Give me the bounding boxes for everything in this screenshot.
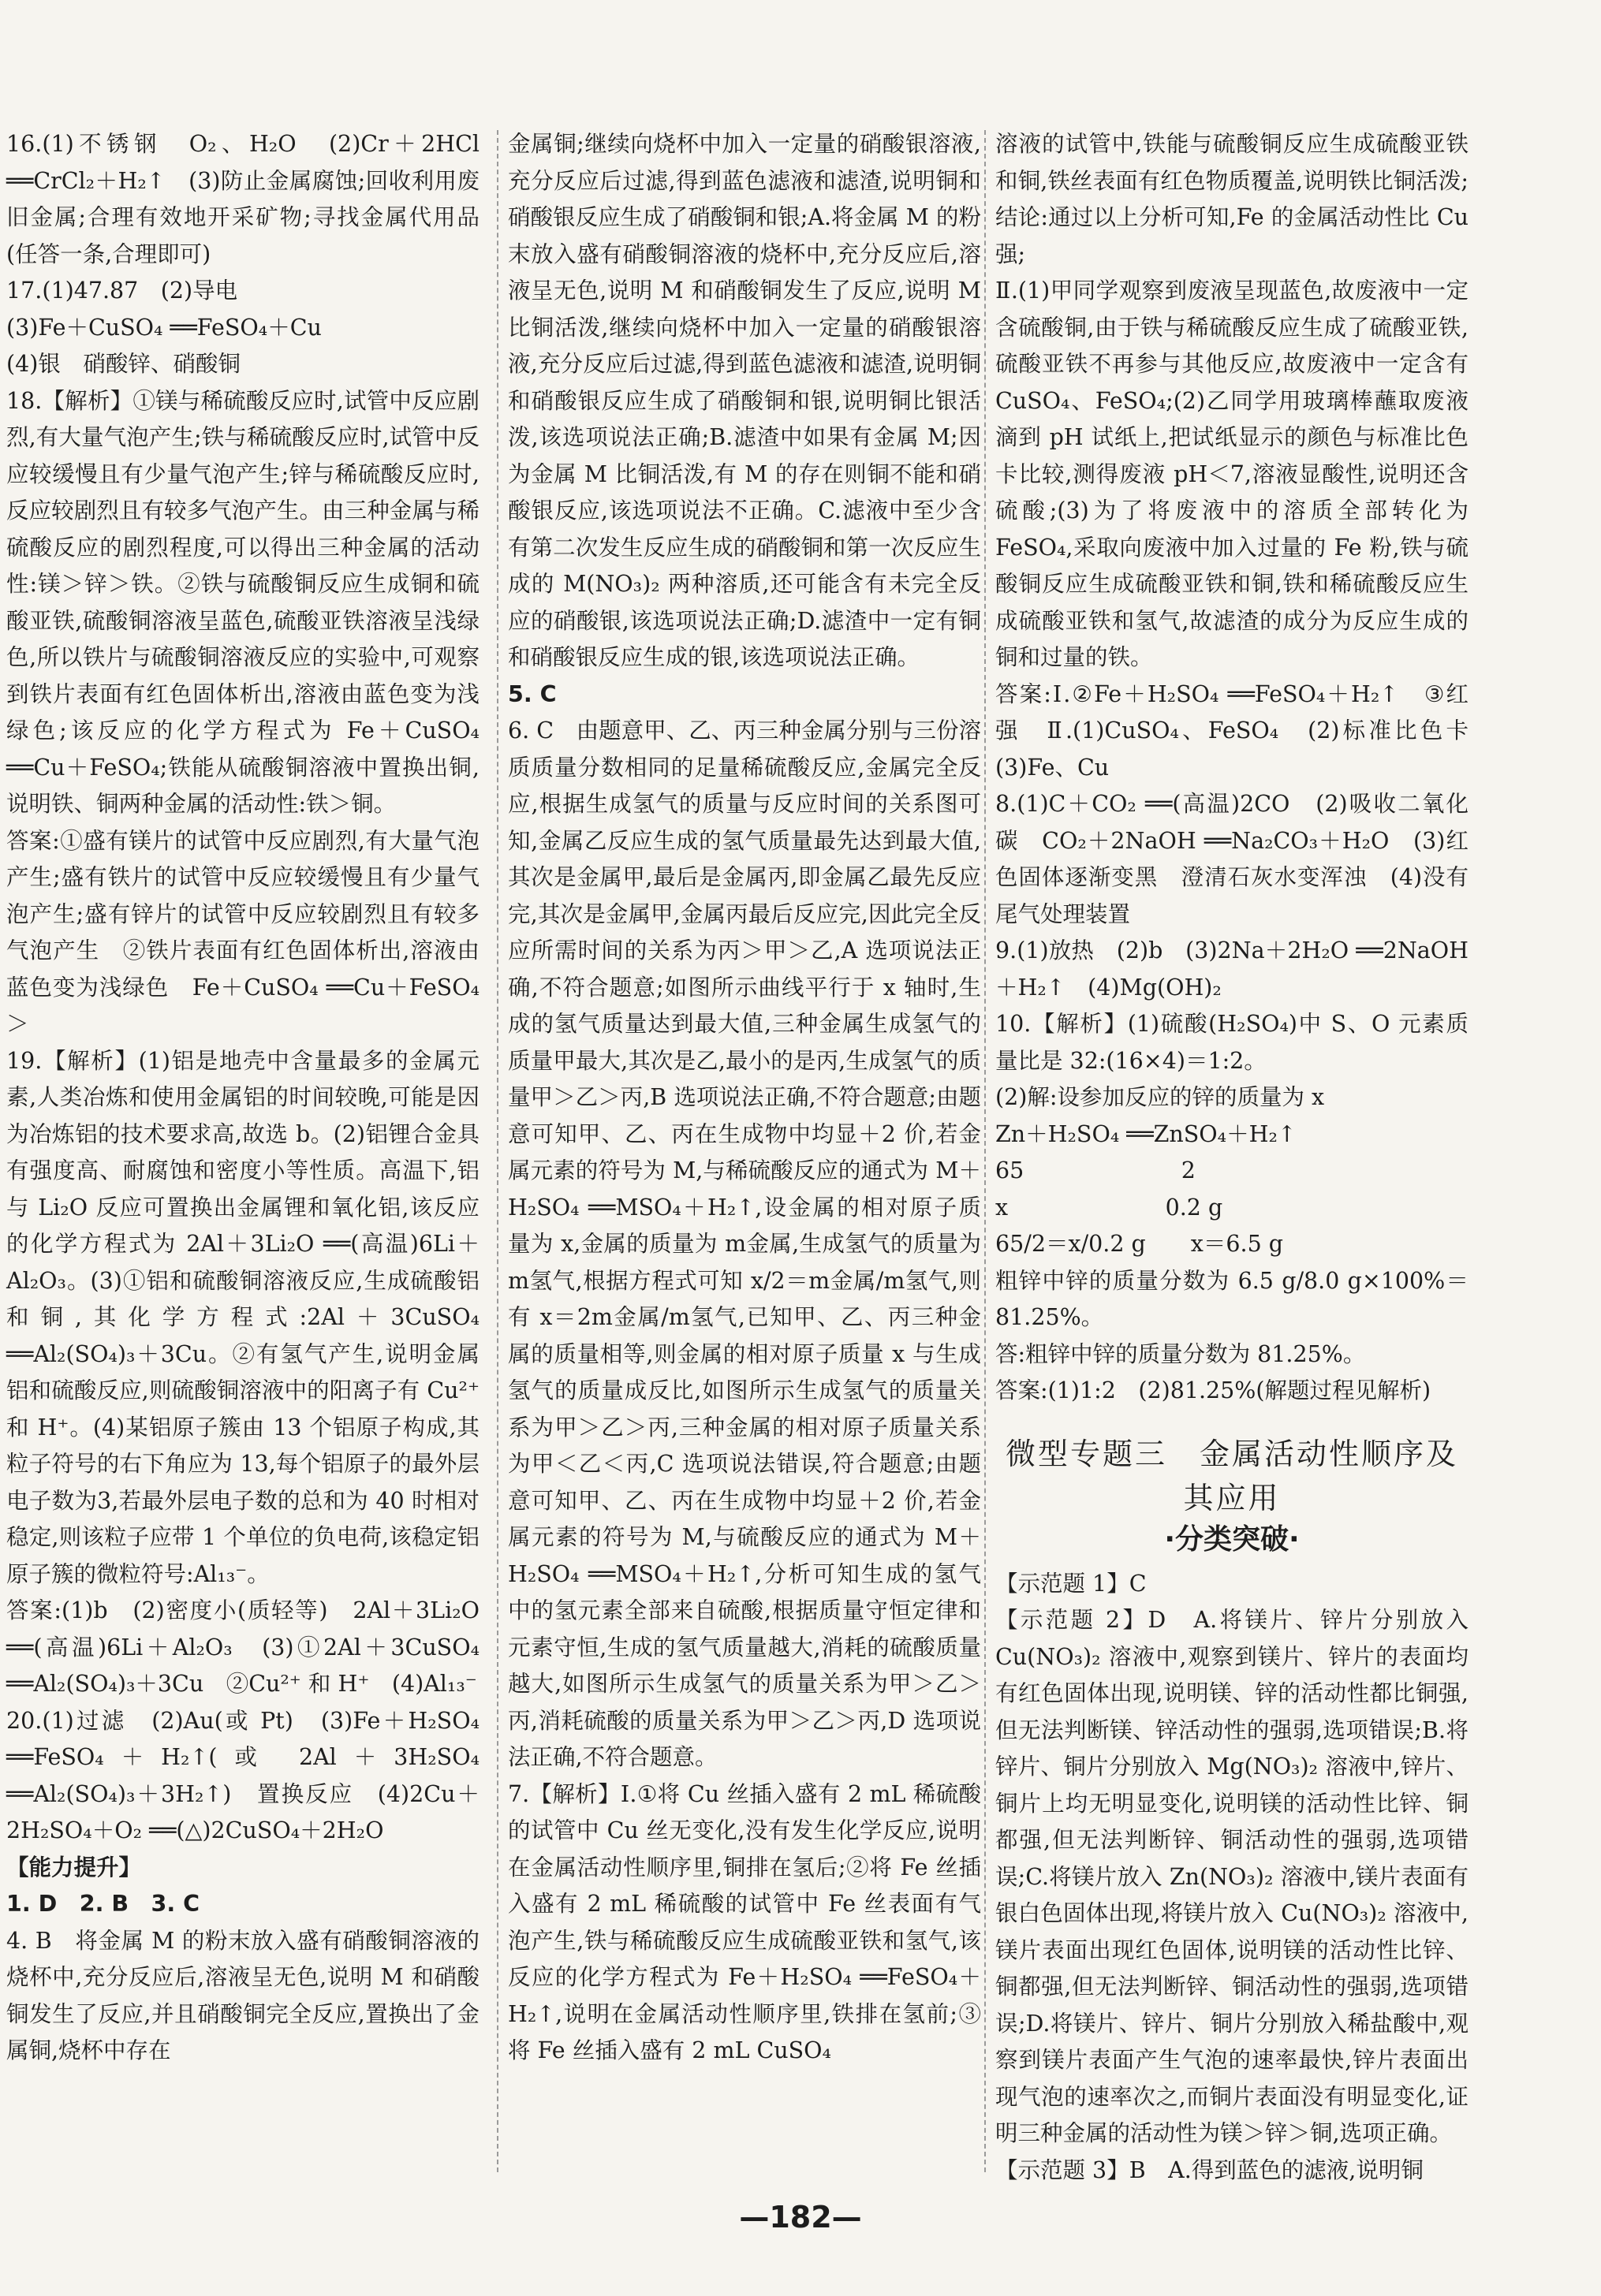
column-divider-2: [984, 130, 986, 2172]
answer-1-3: 1. D 2. B 3. C: [6, 1891, 200, 1917]
answer-10-equation: Zn＋H₂SO₄ ══ZnSO₄＋H₂↑: [995, 1120, 1297, 1147]
answer-7-cont: 溶液的试管中,铁能与硫酸铜反应生成硫酸亚铁和铜,铁丝表面有红色物质覆盖,说明铁比铜活泼;结论:通过以上分析可知,Fe 的金属活动性比 Cu 强;: [995, 131, 1469, 267]
answer-4-cont: 金属铜;继续向烧杯中加入一定量的硝酸银溶液,充分反应后过滤,得到蓝色滤液和滤渣,说明铜和硝酸银反应生成了硝酸铜和银;A.将金属 M 的粉末放入盛有硝酸铜溶液的烧杯中,充分反应后,溶液呈无色,说明 M 和硝酸铜发生了反应,说明 M 比铜活泼,继续向烧杯中加入一定量的硝酸银溶液,充分反应后过滤,得到蓝色滤液和滤渣,说明铜和硝酸银反应生成了硝酸铜和银,说明铜比银活泼,该选项说法正确;B.滤渣中如果有金属 M;因为金属 M 比铜活泼,有 M 的存在则铜不能和硝酸银反应,该选项说法不正确。C.滤液中至少含有第二次发生反应生成的硝酸铜和第一次反应生成的 M(NO₃)₂ 两种溶质,还可能含有未完全反应的硝酸银,该选项说法正确;D.滤渣中一定有铜和硝酸银反应生成的银,该选项说法正确。: [508, 131, 981, 670]
answer-10-step1: (2)解:设参加反应的锌的质量为 x: [995, 1084, 1325, 1110]
example-2: 【示范题 2】D A.将镁片、锌片分别放入 Cu(NO₃)₂ 溶液中,观察到镁片、锌片的表面均有红色固体出现,说明镁、锌的活动性都比铜强,但无法判断镁、锌活动性的强弱,选项错误;B.将锌片、铜片分别放入 Mg(NO₃)₂ 溶液中,锌片、铜片上均无明显变化,说明镁的活动性比锌、铜都强,但无法判断锌、铜活动性的强弱,选项错误;C.将镁片放入 Zn(NO₃)₂ 溶液中,镁片表面有银白色固体出现,将镁片放入 Cu(NO₃)₂ 溶液中,镁片表面出现红色固体,说明镁的活动性比锌、铜都强,但无法判断锌、铜活动性的强弱,选项错误;D.将镁片、锌片、铜片分别放入稀盐酸中,观察到镁片表面产生气泡的速率最快,锌片表面出现气泡的速率次之,而铜片表面没有明显变化,证明三种金属的活动性为镁＞锌＞铜,选项正确。: [995, 1607, 1469, 2146]
answer-9: 9.(1)放热 (2)b (3)2Na＋2H₂O ══2NaOH＋H₂↑ (4)Mg(OH)₂: [995, 937, 1469, 1001]
answer-19-key: 答案:(1)b (2)密度小(质轻等) 2Al＋3Li₂O ══(高温)6Li＋Al₂O₃ (3)①2Al＋3CuSO₄ ══Al₂(SO₄)₃＋3Cu ②Cu²⁺ 和 H⁺ (4)Al₁₃⁻: [6, 1597, 480, 1697]
answer-10-analysis: 10.【解析】(1)硫酸(H₂SO₄)中 S、O 元素质量比是 32:(16×4)＝1:2。: [995, 1011, 1469, 1074]
answer-10-proportion: 65/2＝x/0.2 g x＝6.5 g: [995, 1231, 1284, 1257]
answer-17-b: (3)Fe＋CuSO₄ ══FeSO₄＋Cu: [6, 314, 322, 341]
answer-8: 8.(1)C＋CO₂ ══(高温)2CO (2)吸收二氧化碳 CO₂＋2NaOH ══Na₂CO₃＋H₂O (3)红色固体逐渐变黑 澄清石灰水变浑浊 (4)没有尾气处理装置: [995, 791, 1469, 927]
answer-10-key: 答案:(1)1:2 (2)81.25%(解题过程见解析): [995, 1377, 1431, 1403]
column-1: [6, 126, 502, 2070]
answer-7-analysis: 7.【解析】Ⅰ.①将 Cu 丝插入盛有 2 mL 稀硫酸的试管中 Cu 丝无变化,没有发生化学反应,说明在金属活动性顺序里,铜排在氢后;②将 Fe 丝插入盛有 2 mL 稀硫酸的试管中 Fe 丝表面有气泡产生,铁与稀硫酸反应生成硫酸亚铁和氢气,该反应的化学方程式为 Fe＋H₂SO₄ ══FeSO₄＋H₂↑,说明在金属活动性顺序里,铁排在氢前;③将 Fe 丝插入盛有 2 mL CuSO₄: [508, 1780, 981, 2063]
answer-5: 5. C: [508, 680, 557, 707]
column-3: [995, 126, 1491, 2189]
column-divider-1: [497, 130, 498, 2172]
answer-17-a: 17.(1)47.87 (2)导电: [6, 278, 238, 304]
page-number: —182—: [739, 2200, 862, 2234]
answer-10-ratio-top: 65 2: [995, 1157, 1196, 1183]
answer-19-analysis: 19.【解析】(1)铝是地壳中含量最多的金属元素,人类冶炼和使用金属铝的时间较晚,可能是因为冶炼铝的技术要求高,故选 b。(2)铝锂合金具有强度高、耐腐蚀和密度小等性质。高温下,铝与 Li₂O 反应可置换出金属锂和氧化铝,该反应的化学方程式为 2Al＋3Li₂O ══(高温)6Li＋Al₂O₃。(3)①铝和硫酸铜溶液反应,生成硫酸铝和铜,其化学方程式:2Al＋3CuSO₄ ══Al₂(SO₄)₃＋3Cu。②有氢气产生,说明金属铝和硫酸反应,则硫酸铜溶液中的阳离子有 Cu²⁺ 和 H⁺。(4)某铝原子簇由 13 个铝原子构成,其粒子符号的右下角应为 13,每个铝原子的最外层电子数为3,若最外层电子数的总和为 40 时相对稳定,则该粒子应带 1 个单位的负电荷,该稳定铝原子簇的微粒符号:Al₁₃⁻。: [6, 1047, 480, 1587]
answer-20: 20.(1)过滤 (2)Au(或 Pt) (3)Fe＋H₂SO₄ ══FeSO₄＋H₂↑(或 2Al＋3H₂SO₄ ══Al₂(SO₄)₃＋3H₂↑) 置换反应 (4)2Cu＋2H₂SO₄＋O₂ ══(△)2CuSO₄＋2H₂O: [6, 1707, 480, 1843]
answer-16: 16.(1)不锈钢 O₂、H₂O (2)Cr＋2HCl ══CrCl₂＋H₂↑ (3)防止金属腐蚀;回收利用废旧金属;合理有效地开采矿物;寻找金属代用品(任答一条,合理即可): [6, 131, 480, 267]
answer-4: 4. B 将金属 M 的粉末放入盛有硝酸铜溶液的烧杯中,充分反应后,溶液呈无色,说明 M 和硝酸铜发生了反应,并且硝酸铜完全反应,置换出了金属铜,烧杯中存在: [6, 1927, 480, 2063]
section-subtitle: ·分类突破·: [1164, 1523, 1300, 1556]
answer-18-analysis: 18.【解析】①镁与稀硫酸反应时,试管中反应剧烈,有大量气泡产生;铁与稀硫酸反应时,试管中反应较缓慢且有少量气泡产生;锌与稀硫酸反应时,反应较剧烈且有较多气泡产生。由三种金属与稀硫酸反应的剧烈程度,可以得出三种金属的活动性:镁＞锌＞铁。②铁与硫酸铜反应生成铜和硫酸亚铁,硫酸铜溶液呈蓝色,硫酸亚铁溶液呈浅绿色,所以铁片与硫酸铜溶液反应的实验中,可观察到铁片表面有红色固体析出,溶液由蓝色变为浅绿色;该反应的化学方程式为 Fe＋CuSO₄ ══Cu＋FeSO₄;铁能从硫酸铜溶液中置换出铜,说明铁、铜两种金属的活动性:铁＞铜。: [6, 387, 480, 817]
answer-10-ratio-bottom: x 0.2 g: [995, 1194, 1223, 1221]
answer-10-fraction: 粗锌中锌的质量分数为 6.5 g/8.0 g×100%＝81.25%。: [995, 1267, 1469, 1330]
answer-10-conclusion: 答:粗锌中锌的质量分数为 81.25%。: [995, 1340, 1366, 1367]
answer-7-part2: Ⅱ.(1)甲同学观察到废液呈现蓝色,故废液中一定含硫酸铜,由于铁与稀硫酸反应生成了硫酸亚铁,硫酸亚铁不再参与其他反应,故废液中一定含有 CuSO₄、FeSO₄;(2)乙同学用玻璃棒蘸取废液滴到 pH 试纸上,把试纸显示的颜色与标准比色卡比较,测得废液 pH＜7,溶液显酸性,说明还含硫酸;(3)为了将废液中的溶质全部转化为 FeSO₄,采取向废液中加入过量的 Fe 粉,铁与硫酸铜反应生成硫酸亚铁和铜,铁和稀硫酸反应生成硫酸亚铁和氢气,故滤渣的成分为反应生成的铜和过量的铁。: [995, 278, 1469, 670]
section-ability: 【能力提升】: [6, 1854, 142, 1880]
example-3: 【示范题 3】B A.得到蓝色的滤液,说明铜: [995, 2156, 1424, 2183]
example-1: 【示范题 1】C: [995, 1570, 1147, 1597]
answer-18-key: 答案:①盛有镁片的试管中反应剧烈,有大量气泡产生;盛有铁片的试管中反应较缓慢且有少量气泡产生;盛有锌片的试管中反应较剧烈且有较多气泡产生 ②铁片表面有红色固体析出,溶液由蓝色变为浅绿色 Fe＋CuSO₄ ══Cu＋FeSO₄ ＞: [6, 827, 502, 1037]
answer-6: 6. C 由题意甲、乙、丙三种金属分别与三份溶质质量分数相同的足量稀硫酸反应,金属完全反应,根据生成氢气的质量与反应时间的关系图可知,金属乙反应生成的氢气质量最先达到最大值,其次是金属甲,最后是金属丙,即金属乙最先反应完,其次是金属甲,金属丙最后反应完,因此完全反应所需时间的关系为丙＞甲＞乙,A 选项说法正确,不符合题意;如图所示曲线平行于 x 轴时,生成的氢气质量达到最大值,三种金属生成氢气的质量甲最大,其次是乙,最小的是丙,生成氢气的质量甲＞乙＞丙,B 选项说法正确,不符合题意;由题意可知甲、乙、丙在生成物中均显＋2 价,若金属元素的符号为 M,与稀硫酸反应的通式为 M＋H₂SO₄ ══MSO₄＋H₂↑,设金属的相对原子质量为 x,金属的质量为 m金属,生成氢气的质量为 m氢气,根据方程式可知 x/2＝m金属/m氢气,则有 x＝2m金属/m氢气,已知甲、乙、丙三种金属的质量相等,则金属的相对原子质量 x 与生成氢气的质量成反比,如图所示生成氢气的质量关系为甲＞乙＞丙,三种金属的相对原子质量关系为甲＜乙＜丙,C 选项说法错误,符合题意;由题意可知甲、乙、丙在生成物中均显＋2 价,若金属元素的符号为 M,与硫酸反应的通式为 M＋H₂SO₄ ══MSO₄＋H₂↑,分析可知生成的氢气中的氢元素全部来自硫酸,根据质量守恒定律和元素守恒,生成的氢气质量越大,消耗的硫酸质量越大,如图所示生成氢气的质量关系为甲＞乙＞丙,消耗硫酸的质量关系为甲＞乙＞丙,D 选项说法正确,不符合题意。: [508, 718, 981, 1770]
answer-7-key: 答案:Ⅰ.②Fe＋H₂SO₄ ══FeSO₄＋H₂↑ ③红 强 Ⅱ.(1)CuSO₄、FeSO₄ (2)标准比色卡 (3)Fe、Cu: [995, 680, 1491, 781]
section-title: 微型专题三 金属活动性顺序及其应用: [1005, 1436, 1458, 1515]
column-2: [508, 126, 981, 2070]
answer-17-c: (4)银 硝酸锌、硝酸铜: [6, 351, 241, 377]
